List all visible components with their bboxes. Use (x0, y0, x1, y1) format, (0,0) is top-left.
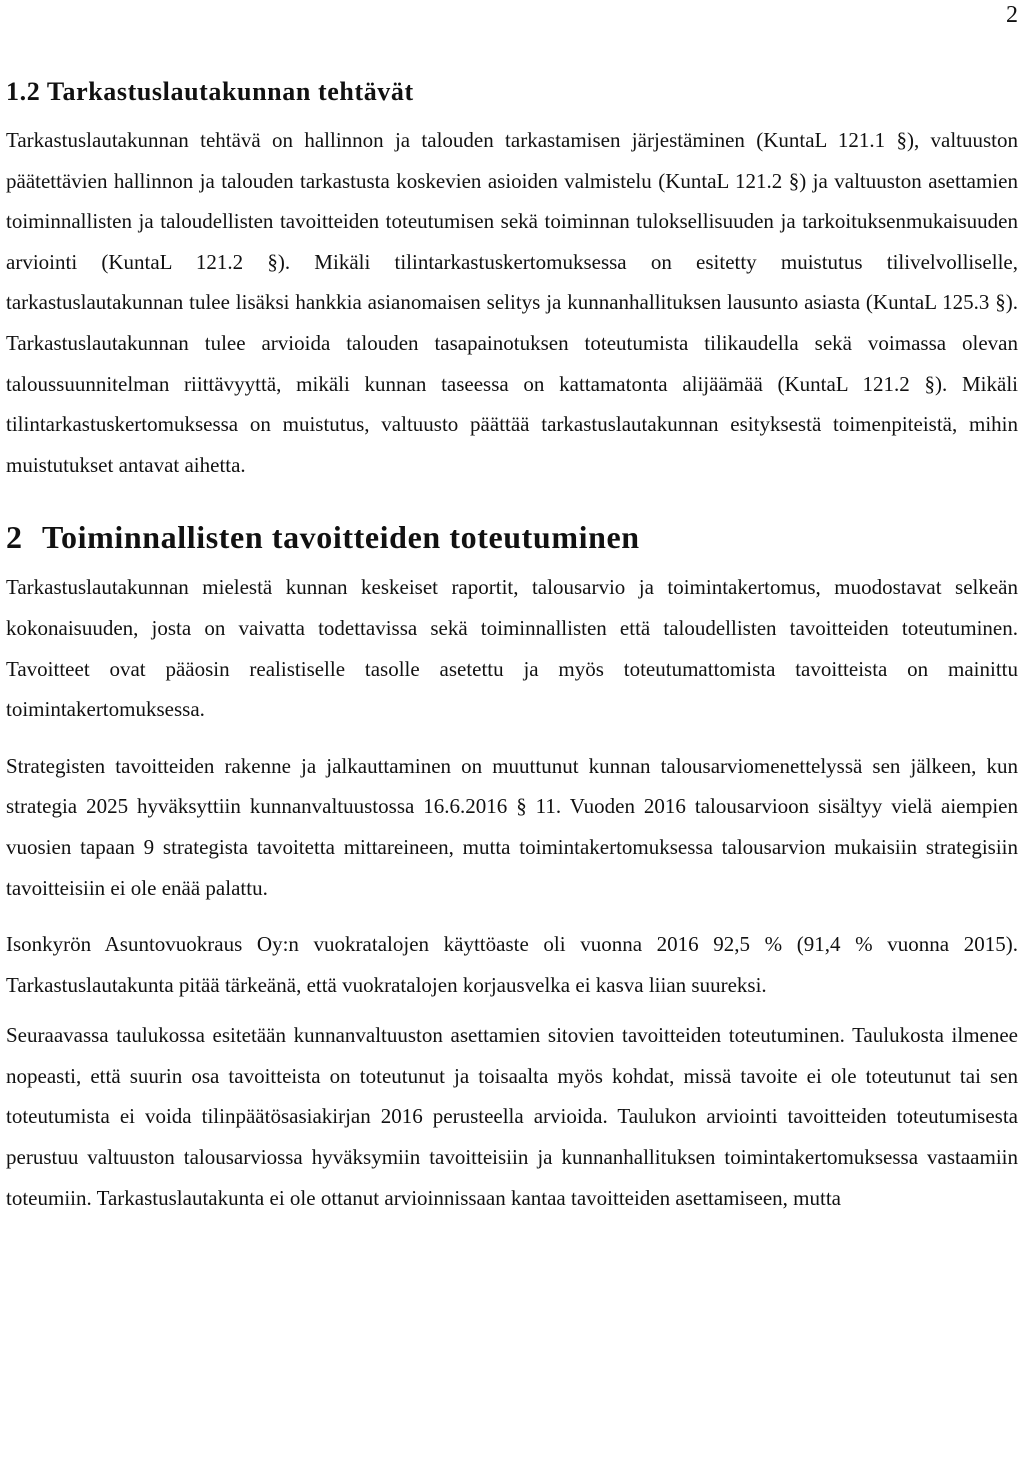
section-1-2-heading: 1.2 Tarkastuslautakunnan tehtävät (6, 77, 414, 106)
document-body (6, 72, 1018, 1234)
section-1-2-paragraph: Tarkastuslautakunnan tehtävä on hallinnon ja talouden tarkastamisen järjestäminen (KuntaL 121.1 §), valtuuston päätettävien hallinnon ja talouden tarkastusta koskevien asioiden valmistelu (KuntaL 121.2 §) ja valtuuston asettamien toiminnallisten ja taloudellisten tavoitteiden toteutumisen sekä toiminnan tuloksellisuuden ja tarkoituksenmukaisuuden arviointi (KuntaL 121.2 §). Mikäli tilintarkastuskertomuksessa on esitetty muistutus tilivelvolliselle, tarkastuslautakunnan tulee lisäksi hankkia asianomaisen selitys ja kunnanhallituksen lausunto asiasta (KuntaL 125.3 §). Tarkastuslautakunnan tulee arvioida talouden tasapainotuksen toteutumista tilikaudella sekä voimassa olevan taloussuunnitelman riittävyyttä, mikäli kunnan taseessa on kattamatonta alijäämää (KuntaL 121.2 §). Mikäli tilintarkastuskertomuksessa on muistutus, valtuusto päättää tarkastuslautakunnan esityksestä toimenpiteistä, mihin muistutukset antavat aihetta. (6, 128, 1018, 477)
section-2-number: 2 (6, 519, 23, 556)
section-2-paragraph-4: Seuraavassa taulukossa esitetään kunnanvaltuuston asettamien sitovien tavoitteiden toteutuminen. Taulukosta ilmenee nopeasti, että suurin osa tavoitteista on toteutunut ja toisaalta myös kohdat, missä tavoite ei ole toteutunut tai sen toteutumista ei voida tilinpäätösasiakirjan 2016 perusteella arvioida. Taulukon arviointi tavoitteiden toteutumisesta perustuu valtuuston talousarviossa hyväksymiin tavoitteisiin ja kunnanhallituksen toimintakertomuksessa vastaamiin toteumiin. Tarkastuslautakunta ei ole ottanut arvioinnissaan kantaa tavoitteiden asettamiseen, mutta (6, 1023, 1018, 1210)
page-number: 2 (1006, 2, 1018, 28)
section-2-paragraph-3: Isonkyrön Asuntovuokraus Oy:n vuokratalojen käyttöaste oli vuonna 2016 92,5 % (91,4 % vuonna 2015). Tarkastuslautakunta pitää tärkeänä, että vuokratalojen korjausvelka ei kasva liian suureksi. (6, 932, 1018, 997)
section-2-paragraph-1: Tarkastuslautakunnan mielestä kunnan keskeiset raportit, talousarvio ja toimintakertomus, muodostavat selkeän kokonaisuuden, josta on vaivatta todettavissa sekä toiminnallisten että taloudellisten tavoitteiden toteutuminen. Tavoitteet ovat pääosin realistiselle tasolle asetettu ja myös toteutumattomista tavoitteista on mainittu toimintakertomuksessa. (6, 575, 1018, 722)
section-2-title: Toiminnallisten tavoitteiden toteutuminen (42, 519, 640, 556)
section-2-paragraph-2: Strategisten tavoitteiden rakenne ja jalkauttaminen on muuttunut kunnan talousarviomenettelyssä sen jälkeen, kun strategia 2025 hyväksyttiin kunnanvaltuustossa 16.6.2016 § 11. Vuoden 2016 talousarvioon sisältyy vielä aiempien vuosien tapaan 9 strategista tavoitetta mittareineen, mutta toimintakertomuksessa talousarvion mukaisiin strategisiin tavoitteisiin ei ole enää palattu. (6, 753, 1018, 900)
section-2-heading (6, 511, 1018, 563)
